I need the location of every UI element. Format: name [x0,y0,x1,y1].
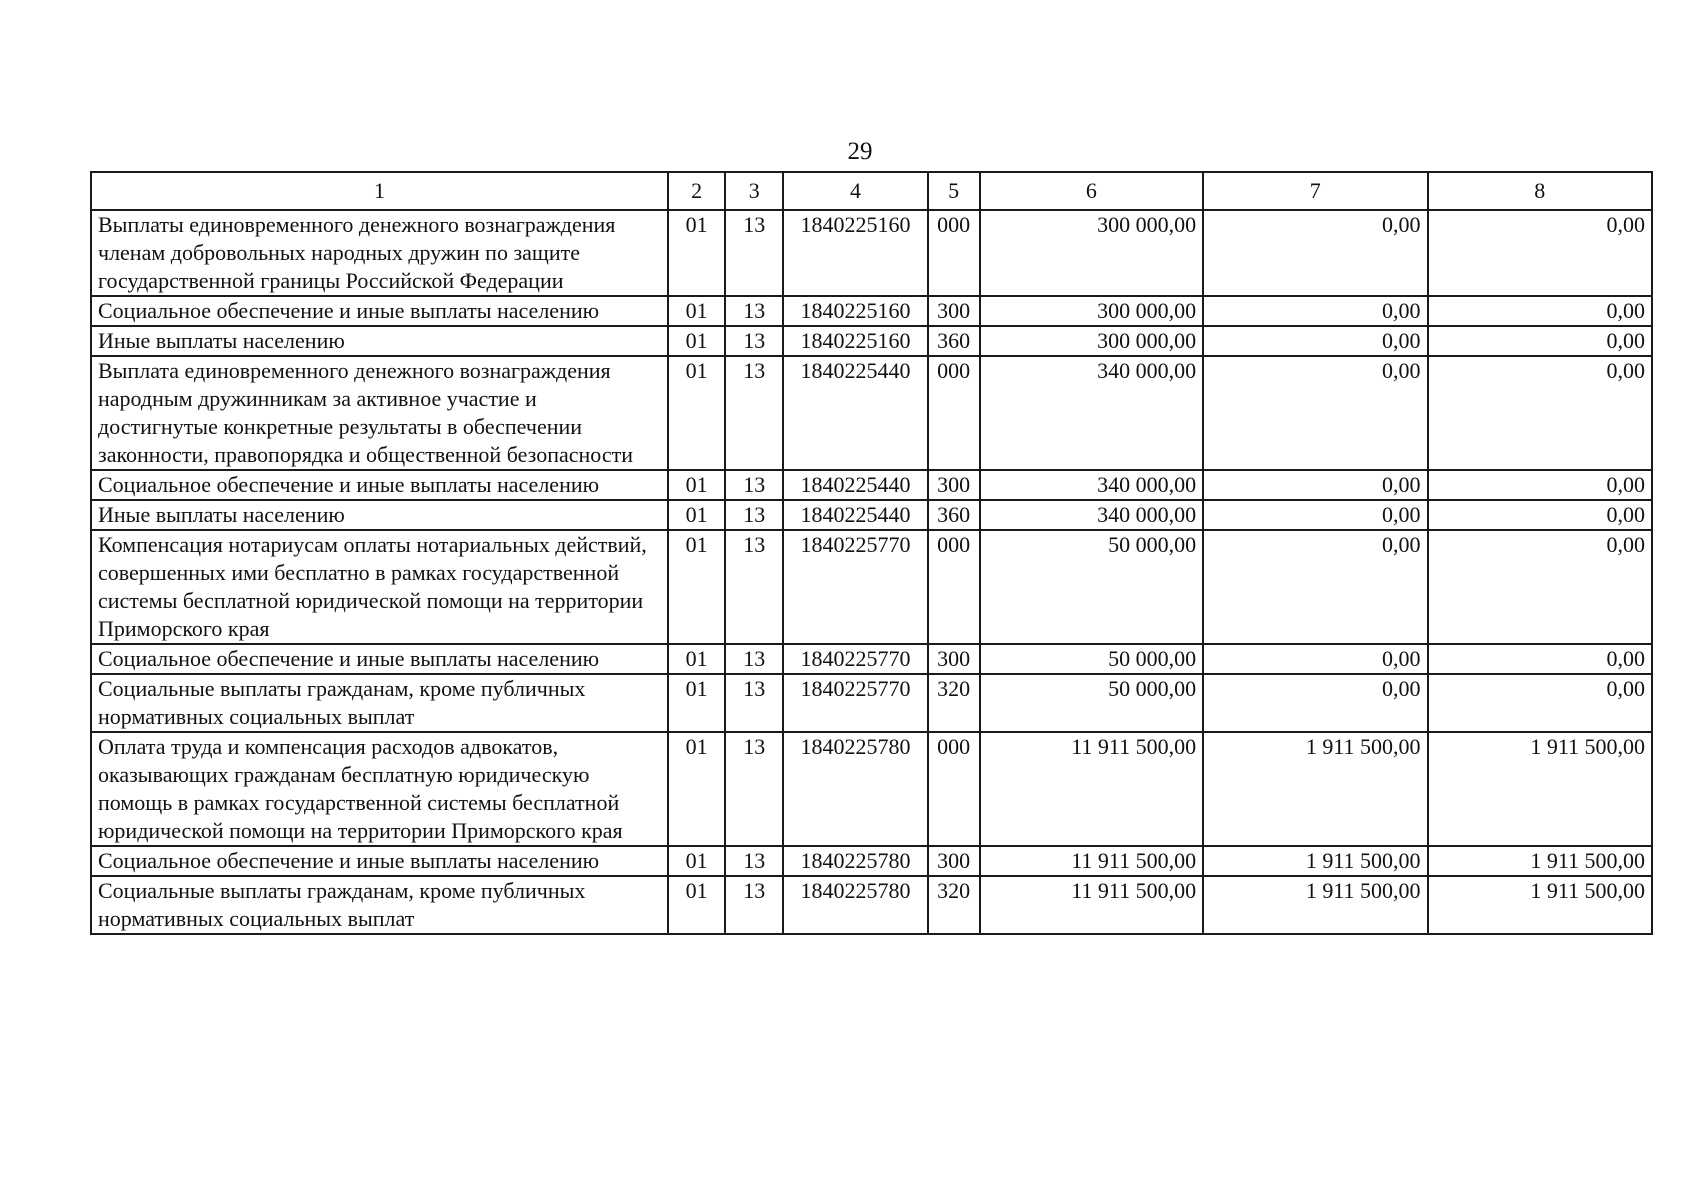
amount-col-7: 0,00 [1203,674,1427,732]
table-row [91,326,1652,356]
column-header: 5 [928,172,980,210]
row-description: Компенсация нотариусам оплаты нотариальных действий, совершенных ими бесплатно в рамках государственной системы бесплатной юридической помощи на территории Приморского края [91,530,668,644]
subsection-code: 13 [725,296,783,326]
column-header: 3 [725,172,783,210]
table-row [91,530,1652,644]
target-article-code: 1840225160 [783,296,927,326]
amount-col-6: 300 000,00 [980,326,1203,356]
expense-type-code: 000 [928,356,980,470]
amount-col-8: 0,00 [1428,356,1652,470]
target-article-code: 1840225770 [783,674,927,732]
row-description: Выплаты единовременного денежного вознаграждения членам добровольных народных дружин по защите государственной границы Российской Федерации [91,210,668,296]
table-row [91,470,1652,500]
table-row [91,356,1652,470]
subsection-code: 13 [725,846,783,876]
amount-col-7: 0,00 [1203,210,1427,296]
table-row [91,500,1652,530]
amount-col-8: 1 911 500,00 [1428,732,1652,846]
expense-type-code: 000 [928,530,980,644]
section-code: 01 [668,500,725,530]
row-description: Социальное обеспечение и иные выплаты населению [91,644,668,674]
expense-type-code: 320 [928,674,980,732]
section-code: 01 [668,644,725,674]
subsection-code: 13 [725,530,783,644]
amount-col-6: 50 000,00 [980,674,1203,732]
subsection-code: 13 [725,674,783,732]
section-code: 01 [668,326,725,356]
amount-col-8: 0,00 [1428,326,1652,356]
amount-col-7: 0,00 [1203,356,1427,470]
section-code: 01 [668,470,725,500]
target-article-code: 1840225780 [783,732,927,846]
amount-col-6: 340 000,00 [980,356,1203,470]
target-article-code: 1840225780 [783,876,927,934]
expense-type-code: 320 [928,876,980,934]
table-row [91,296,1652,326]
column-header: 4 [783,172,927,210]
table-row [91,876,1652,934]
subsection-code: 13 [725,470,783,500]
section-code: 01 [668,846,725,876]
subsection-code: 13 [725,356,783,470]
amount-col-8: 1 911 500,00 [1428,846,1652,876]
section-code: 01 [668,876,725,934]
row-description: Социальные выплаты гражданам, кроме публичных нормативных социальных выплат [91,674,668,732]
row-description: Оплата труда и компенсация расходов адвокатов, оказывающих гражданам бесплатную юридическую помощь в рамках государственной системы бесплатной юридической помощи на территории Приморского края [91,732,668,846]
table-row [91,674,1652,732]
expense-type-code: 300 [928,846,980,876]
target-article-code: 1840225440 [783,500,927,530]
amount-col-8: 0,00 [1428,674,1652,732]
subsection-code: 13 [725,732,783,846]
expense-type-code: 360 [928,326,980,356]
amount-col-6: 340 000,00 [980,500,1203,530]
target-article-code: 1840225770 [783,530,927,644]
subsection-code: 13 [725,644,783,674]
amount-col-8: 0,00 [1428,530,1652,644]
amount-col-7: 0,00 [1203,326,1427,356]
amount-col-7: 1 911 500,00 [1203,732,1427,846]
target-article-code: 1840225780 [783,846,927,876]
row-description: Социальное обеспечение и иные выплаты населению [91,846,668,876]
amount-col-7: 1 911 500,00 [1203,876,1427,934]
column-header: 6 [980,172,1203,210]
subsection-code: 13 [725,326,783,356]
table-row [91,846,1652,876]
amount-col-8: 0,00 [1428,210,1652,296]
column-header: 8 [1428,172,1652,210]
column-header: 7 [1203,172,1427,210]
expense-type-code: 000 [928,210,980,296]
expense-type-code: 360 [928,500,980,530]
row-description: Социальные выплаты гражданам, кроме публичных нормативных социальных выплат [91,876,668,934]
section-code: 01 [668,356,725,470]
section-code: 01 [668,732,725,846]
expense-type-code: 300 [928,470,980,500]
amount-col-8: 0,00 [1428,470,1652,500]
row-description: Иные выплаты населению [91,326,668,356]
table-row [91,210,1652,296]
table-row [91,644,1652,674]
amount-col-7: 0,00 [1203,470,1427,500]
amount-col-8: 0,00 [1428,644,1652,674]
amount-col-7: 0,00 [1203,296,1427,326]
column-header: 1 [91,172,668,210]
amount-col-6: 50 000,00 [980,530,1203,644]
amount-col-7: 0,00 [1203,530,1427,644]
amount-col-7: 0,00 [1203,500,1427,530]
table-row [91,732,1652,846]
amount-col-8: 0,00 [1428,296,1652,326]
row-description: Социальное обеспечение и иные выплаты населению [91,296,668,326]
amount-col-8: 0,00 [1428,500,1652,530]
amount-col-6: 11 911 500,00 [980,732,1203,846]
amount-col-6: 11 911 500,00 [980,876,1203,934]
budget-table [90,171,1653,935]
target-article-code: 1840225160 [783,210,927,296]
subsection-code: 13 [725,210,783,296]
page-number: 29 [847,138,873,165]
subsection-code: 13 [725,876,783,934]
amount-col-6: 300 000,00 [980,210,1203,296]
section-code: 01 [668,210,725,296]
subsection-code: 13 [725,500,783,530]
amount-col-8: 1 911 500,00 [1428,876,1652,934]
header-row [91,172,1652,210]
amount-col-6: 300 000,00 [980,296,1203,326]
expense-type-code: 300 [928,296,980,326]
amount-col-6: 11 911 500,00 [980,846,1203,876]
section-code: 01 [668,296,725,326]
amount-col-7: 0,00 [1203,644,1427,674]
target-article-code: 1840225160 [783,326,927,356]
section-code: 01 [668,530,725,644]
amount-col-6: 340 000,00 [980,470,1203,500]
target-article-code: 1840225440 [783,356,927,470]
row-description: Выплата единовременного денежного вознаграждения народным дружинникам за активное участие и достигнутые конкретные результаты в обеспечении законности, правопорядка и общественной безопасности [91,356,668,470]
row-description: Социальное обеспечение и иные выплаты населению [91,470,668,500]
expense-type-code: 000 [928,732,980,846]
section-code: 01 [668,674,725,732]
amount-col-7: 1 911 500,00 [1203,846,1427,876]
expense-type-code: 300 [928,644,980,674]
target-article-code: 1840225770 [783,644,927,674]
amount-col-6: 50 000,00 [980,644,1203,674]
column-header: 2 [668,172,725,210]
target-article-code: 1840225440 [783,470,927,500]
row-description: Иные выплаты населению [91,500,668,530]
